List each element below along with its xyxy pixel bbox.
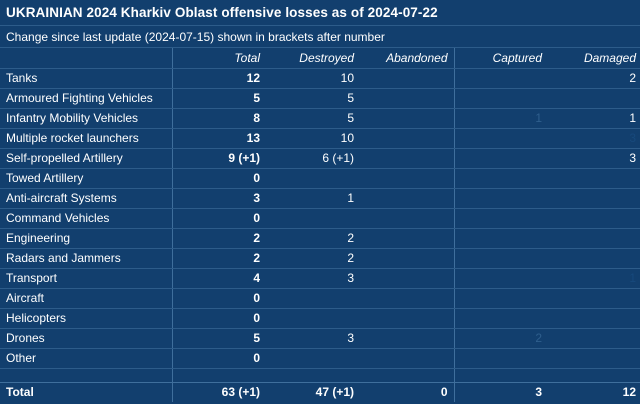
column-header-category bbox=[0, 48, 172, 68]
cell-destroyed bbox=[266, 348, 360, 368]
cell-captured bbox=[454, 148, 548, 168]
cell-abandoned bbox=[360, 108, 454, 128]
cell-abandoned bbox=[360, 148, 454, 168]
cell-total: 8 bbox=[172, 108, 266, 128]
table-header-row bbox=[0, 48, 640, 68]
table-row bbox=[0, 308, 640, 328]
cell-abandoned bbox=[360, 88, 454, 108]
table-row bbox=[0, 348, 640, 368]
cell-total: 0 bbox=[172, 288, 266, 308]
cell-captured bbox=[454, 268, 548, 288]
spacer-row bbox=[0, 368, 640, 382]
table-row bbox=[0, 68, 640, 88]
cell-captured: 2 bbox=[454, 328, 548, 348]
cell-captured bbox=[454, 88, 548, 108]
row-label: Towed Artillery bbox=[0, 168, 172, 188]
cell-destroyed: 5 bbox=[266, 108, 360, 128]
spacer-cell bbox=[0, 368, 172, 382]
cell-damaged bbox=[548, 328, 640, 348]
cell-destroyed bbox=[266, 168, 360, 188]
cell-damaged: 3 bbox=[548, 128, 640, 148]
total-cell-destroyed: 47 (+1) bbox=[266, 382, 360, 402]
table-row bbox=[0, 268, 640, 288]
table-row bbox=[0, 108, 640, 128]
table-row bbox=[0, 288, 640, 308]
spacer-cell bbox=[454, 368, 548, 382]
row-label: Self-propelled Artillery bbox=[0, 148, 172, 168]
table-row bbox=[0, 168, 640, 188]
cell-captured bbox=[454, 228, 548, 248]
cell-damaged bbox=[548, 288, 640, 308]
cell-destroyed: 3 bbox=[266, 268, 360, 288]
cell-captured bbox=[454, 188, 548, 208]
cell-total: 0 bbox=[172, 348, 266, 368]
cell-total: 5 bbox=[172, 328, 266, 348]
cell-damaged bbox=[548, 228, 640, 248]
table-total-row bbox=[0, 382, 640, 402]
cell-destroyed: 3 bbox=[266, 328, 360, 348]
cell-captured bbox=[454, 168, 548, 188]
cell-abandoned bbox=[360, 228, 454, 248]
row-label: Transport bbox=[0, 268, 172, 288]
cell-total: 9 (+1) bbox=[172, 148, 266, 168]
row-label: Multiple rocket launchers bbox=[0, 128, 172, 148]
row-label: Infantry Mobility Vehicles bbox=[0, 108, 172, 128]
row-label: Command Vehicles bbox=[0, 208, 172, 228]
spacer-cell bbox=[548, 368, 640, 382]
cell-abandoned bbox=[360, 248, 454, 268]
cell-captured: 1 bbox=[454, 108, 548, 128]
cell-abandoned bbox=[360, 168, 454, 188]
total-row-label: Total bbox=[0, 382, 172, 402]
row-label: Anti-aircraft Systems bbox=[0, 188, 172, 208]
cell-total: 13 bbox=[172, 128, 266, 148]
cell-damaged bbox=[548, 308, 640, 328]
cell-total: 12 bbox=[172, 68, 266, 88]
cell-total: 0 bbox=[172, 168, 266, 188]
column-header-total: Total bbox=[172, 48, 266, 68]
spacer-cell bbox=[266, 368, 360, 382]
cell-abandoned bbox=[360, 308, 454, 328]
column-header-destroyed: Destroyed bbox=[266, 48, 360, 68]
cell-damaged bbox=[548, 208, 640, 228]
row-label: Drones bbox=[0, 328, 172, 348]
cell-total: 5 bbox=[172, 88, 266, 108]
cell-total: 0 bbox=[172, 308, 266, 328]
total-cell-damaged: 12 bbox=[548, 382, 640, 402]
page-subtitle: Change since last update (2024-07-15) shown in brackets after number bbox=[0, 26, 640, 48]
table-row bbox=[0, 228, 640, 248]
row-label: Engineering bbox=[0, 228, 172, 248]
cell-captured bbox=[454, 128, 548, 148]
table-body bbox=[0, 68, 640, 402]
cell-damaged bbox=[548, 88, 640, 108]
cell-destroyed: 1 bbox=[266, 188, 360, 208]
cell-total: 4 bbox=[172, 268, 266, 288]
row-label: Other bbox=[0, 348, 172, 368]
table-row bbox=[0, 88, 640, 108]
losses-table bbox=[0, 48, 640, 402]
table-row bbox=[0, 128, 640, 148]
cell-damaged bbox=[548, 348, 640, 368]
row-label: Aircraft bbox=[0, 288, 172, 308]
column-header-abandoned: Abandoned bbox=[360, 48, 454, 68]
cell-damaged bbox=[548, 248, 640, 268]
table-row bbox=[0, 148, 640, 168]
cell-damaged: 1 bbox=[548, 108, 640, 128]
total-cell-captured: 3 bbox=[454, 382, 548, 402]
cell-captured bbox=[454, 248, 548, 268]
cell-captured bbox=[454, 208, 548, 228]
cell-total: 2 bbox=[172, 248, 266, 268]
cell-damaged bbox=[548, 188, 640, 208]
column-header-captured: Captured bbox=[454, 48, 548, 68]
total-cell-abandoned: 0 bbox=[360, 382, 454, 402]
cell-destroyed bbox=[266, 308, 360, 328]
cell-damaged: 3 bbox=[548, 148, 640, 168]
cell-destroyed: 10 bbox=[266, 128, 360, 148]
cell-captured bbox=[454, 348, 548, 368]
total-cell-total: 63 (+1) bbox=[172, 382, 266, 402]
cell-destroyed: 2 bbox=[266, 228, 360, 248]
cell-total: 2 bbox=[172, 228, 266, 248]
cell-destroyed bbox=[266, 208, 360, 228]
cell-abandoned bbox=[360, 68, 454, 88]
cell-captured bbox=[454, 68, 548, 88]
spacer-cell bbox=[360, 368, 454, 382]
cell-abandoned bbox=[360, 188, 454, 208]
row-label: Radars and Jammers bbox=[0, 248, 172, 268]
cell-destroyed: 5 bbox=[266, 88, 360, 108]
table-row bbox=[0, 208, 640, 228]
column-header-damaged: Damaged bbox=[548, 48, 640, 68]
row-label: Armoured Fighting Vehicles bbox=[0, 88, 172, 108]
row-label: Helicopters bbox=[0, 308, 172, 328]
cell-abandoned bbox=[360, 268, 454, 288]
cell-destroyed: 6 (+1) bbox=[266, 148, 360, 168]
table-row bbox=[0, 248, 640, 268]
cell-abandoned bbox=[360, 348, 454, 368]
cell-abandoned bbox=[360, 128, 454, 148]
table-row bbox=[0, 188, 640, 208]
cell-damaged: 2 bbox=[548, 68, 640, 88]
page-title: UKRAINIAN 2024 Kharkiv Oblast offensive losses as of 2024-07-22 bbox=[0, 0, 640, 26]
row-label: Tanks bbox=[0, 68, 172, 88]
table-row bbox=[0, 328, 640, 348]
cell-abandoned bbox=[360, 288, 454, 308]
cell-damaged bbox=[548, 168, 640, 188]
cell-abandoned bbox=[360, 208, 454, 228]
cell-captured bbox=[454, 308, 548, 328]
cell-captured bbox=[454, 288, 548, 308]
cell-destroyed: 10 bbox=[266, 68, 360, 88]
spacer-cell bbox=[172, 368, 266, 382]
cell-destroyed bbox=[266, 288, 360, 308]
cell-destroyed: 2 bbox=[266, 248, 360, 268]
cell-abandoned bbox=[360, 328, 454, 348]
cell-total: 0 bbox=[172, 208, 266, 228]
cell-total: 3 bbox=[172, 188, 266, 208]
cell-damaged: 1 bbox=[548, 268, 640, 288]
